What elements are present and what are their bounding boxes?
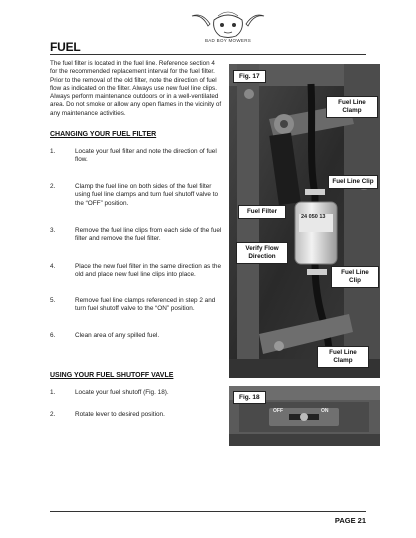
brand-logo <box>188 6 268 50</box>
header-divider <box>50 54 366 55</box>
callout-fuel-filter: Fuel Filter <box>238 205 286 219</box>
step-text: Remove fuel line clamps referenced in step 2 and turn fuel shutoff valve to the “ON” position. <box>75 297 216 313</box>
callout-verify-flow-direction: Verify Flow Direction <box>236 242 288 264</box>
callout-fuel-line-clip-top: Fuel Line Clip <box>328 175 378 189</box>
step-number: 3. <box>50 227 56 234</box>
step-number: 4. <box>50 263 56 270</box>
step-text: Locate your fuel shutoff (Fig. 18). <box>75 389 169 396</box>
step-number: 1. <box>50 389 56 396</box>
using-heading: USING YOUR FUEL SHUTOFF VAVLE <box>50 372 174 379</box>
step-text: Place the new fuel filter in the same direction as the old and place new fuel line clips into place. <box>75 263 221 279</box>
callout-fuel-line-clamp-bottom: Fuel Line Clamp <box>317 346 369 368</box>
step-number: 1. <box>50 148 56 155</box>
fig18-label: Fig. 18 <box>233 391 266 404</box>
intro-paragraph: The fuel filter is located in the fuel line. Reference section 4 for the recommended replacement interval for the fuel filter. Prior to the removal of the old filter, note the direction of fuel flow as indicated on the filter. Always use new fuel line clips. Always perform maintenance outdoors or in a well-ventilated area. Do not smoke or allow any open flames in the vicinity of any maintenance activities. <box>50 60 222 117</box>
valve-off-label: OFF <box>273 408 283 414</box>
bull-skull-icon <box>188 6 268 40</box>
step-number: 2. <box>50 183 56 190</box>
valve-on-label: ON <box>321 408 329 414</box>
step-text: Clean area of any spilled fuel. <box>75 332 160 339</box>
step-number: 2. <box>50 411 56 418</box>
changing-heading: CHANGING YOUR FUEL FILTER <box>50 131 157 138</box>
step-text: Locate your fuel filter and note the direction of fuel flow. <box>75 148 217 164</box>
page-number: PAGE 21 <box>334 516 366 525</box>
step-number: 5. <box>50 297 56 304</box>
section-title: FUEL <box>50 40 81 54</box>
step-text: Clamp the fuel line on both sides of the fuel filter using fuel line clamps and turn fuel shutoff valve to the “OFF” position. <box>75 183 219 207</box>
callout-fuel-line-clip-bottom: Fuel Line Clip <box>331 266 379 288</box>
callout-fuel-line-clamp-top: Fuel Line Clamp <box>326 96 378 118</box>
logo-text: BAD BOY MOWERS <box>204 38 252 43</box>
filter-part-code: 24 050 13 <box>301 214 326 220</box>
footer-divider <box>50 511 366 512</box>
step-number: 6. <box>50 332 56 339</box>
step-text: Rotate lever to desired position. <box>75 411 165 418</box>
fig17-label: Fig. 17 <box>233 70 266 83</box>
step-text: Remove the fuel line clips from each side of the fuel filter and remove the fuel filter. <box>75 227 222 243</box>
